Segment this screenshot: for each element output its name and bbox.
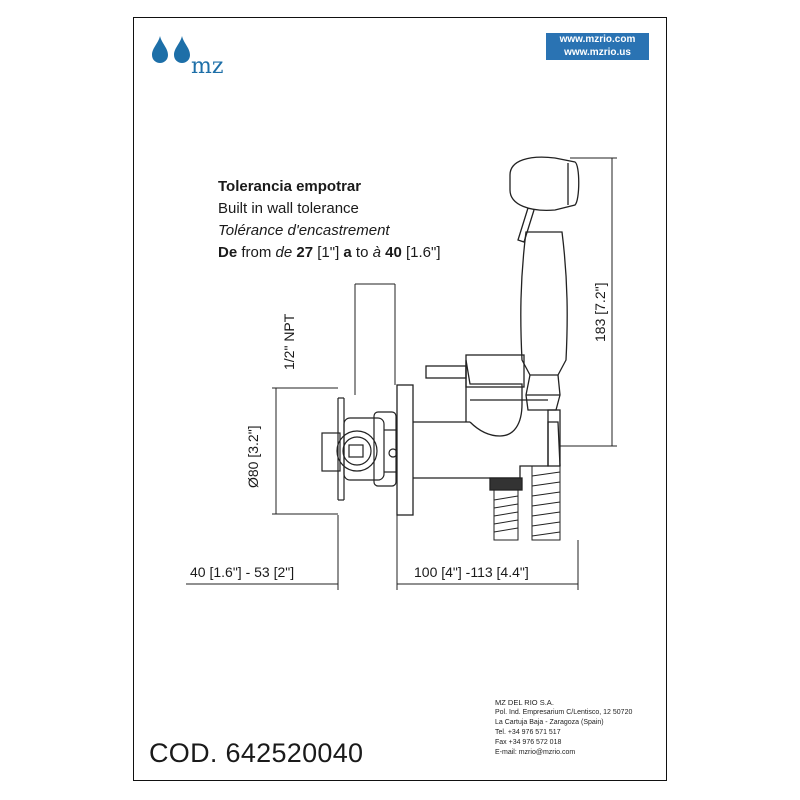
company-address-1: Pol. Ind. Empresarium C/Lentisco, 12 50720 [495, 709, 633, 716]
embedded-valve-body [322, 398, 397, 500]
website-link-us[interactable]: www.mzrio.us [564, 46, 631, 58]
thread-size-label: 1/2" NPT [281, 313, 297, 370]
range-to: to [351, 244, 373, 261]
tolerance-title-es: Tolerancia empotrar [218, 178, 362, 195]
range-from: from [237, 244, 276, 261]
product-code: COD. 642520040 [149, 738, 364, 768]
depth-right-label: 100 [4"] -113 [4.4"] [414, 564, 529, 580]
website-link-com[interactable]: www.mzrio.com [559, 34, 636, 45]
range-de-fr: de [275, 244, 293, 261]
company-tel: Tel. +34 976 571 517 [495, 729, 561, 736]
tolerance-title-en: Built in wall tolerance [218, 200, 359, 217]
tolerance-title-fr: Tolérance d'encastrement [218, 222, 390, 239]
company-name: MZ DEL RIO S.A. [495, 698, 554, 707]
range-de: De [218, 244, 238, 261]
depth-left-label: 40 [1.6"] - 53 [2"] [190, 564, 295, 580]
logo-text: mz [191, 54, 224, 79]
thread-dimension-lines [355, 284, 395, 395]
height-label: 183 [7.2"] [592, 282, 608, 342]
company-email[interactable]: E-mail: mzrio@mzrio.com [495, 749, 576, 756]
range-max: 40 [380, 244, 402, 261]
range-a-fr: à [372, 244, 381, 261]
wall-flange [397, 385, 413, 515]
diameter-dimension-lines [272, 388, 338, 514]
company-address-2: La Cartuja Baja - Zaragoza (Spain) [495, 719, 604, 726]
range-min: 27 [292, 244, 314, 261]
hose [494, 466, 560, 540]
range-a: a [343, 244, 352, 261]
company-fax: Fax +34 976 572 018 [495, 739, 562, 746]
range-max-imperial: [1.6"] [401, 244, 441, 261]
company-info [495, 698, 632, 758]
range-min-imperial: [1"] [313, 244, 344, 261]
diameter-label: Ø80 [3.2"] [245, 425, 261, 488]
